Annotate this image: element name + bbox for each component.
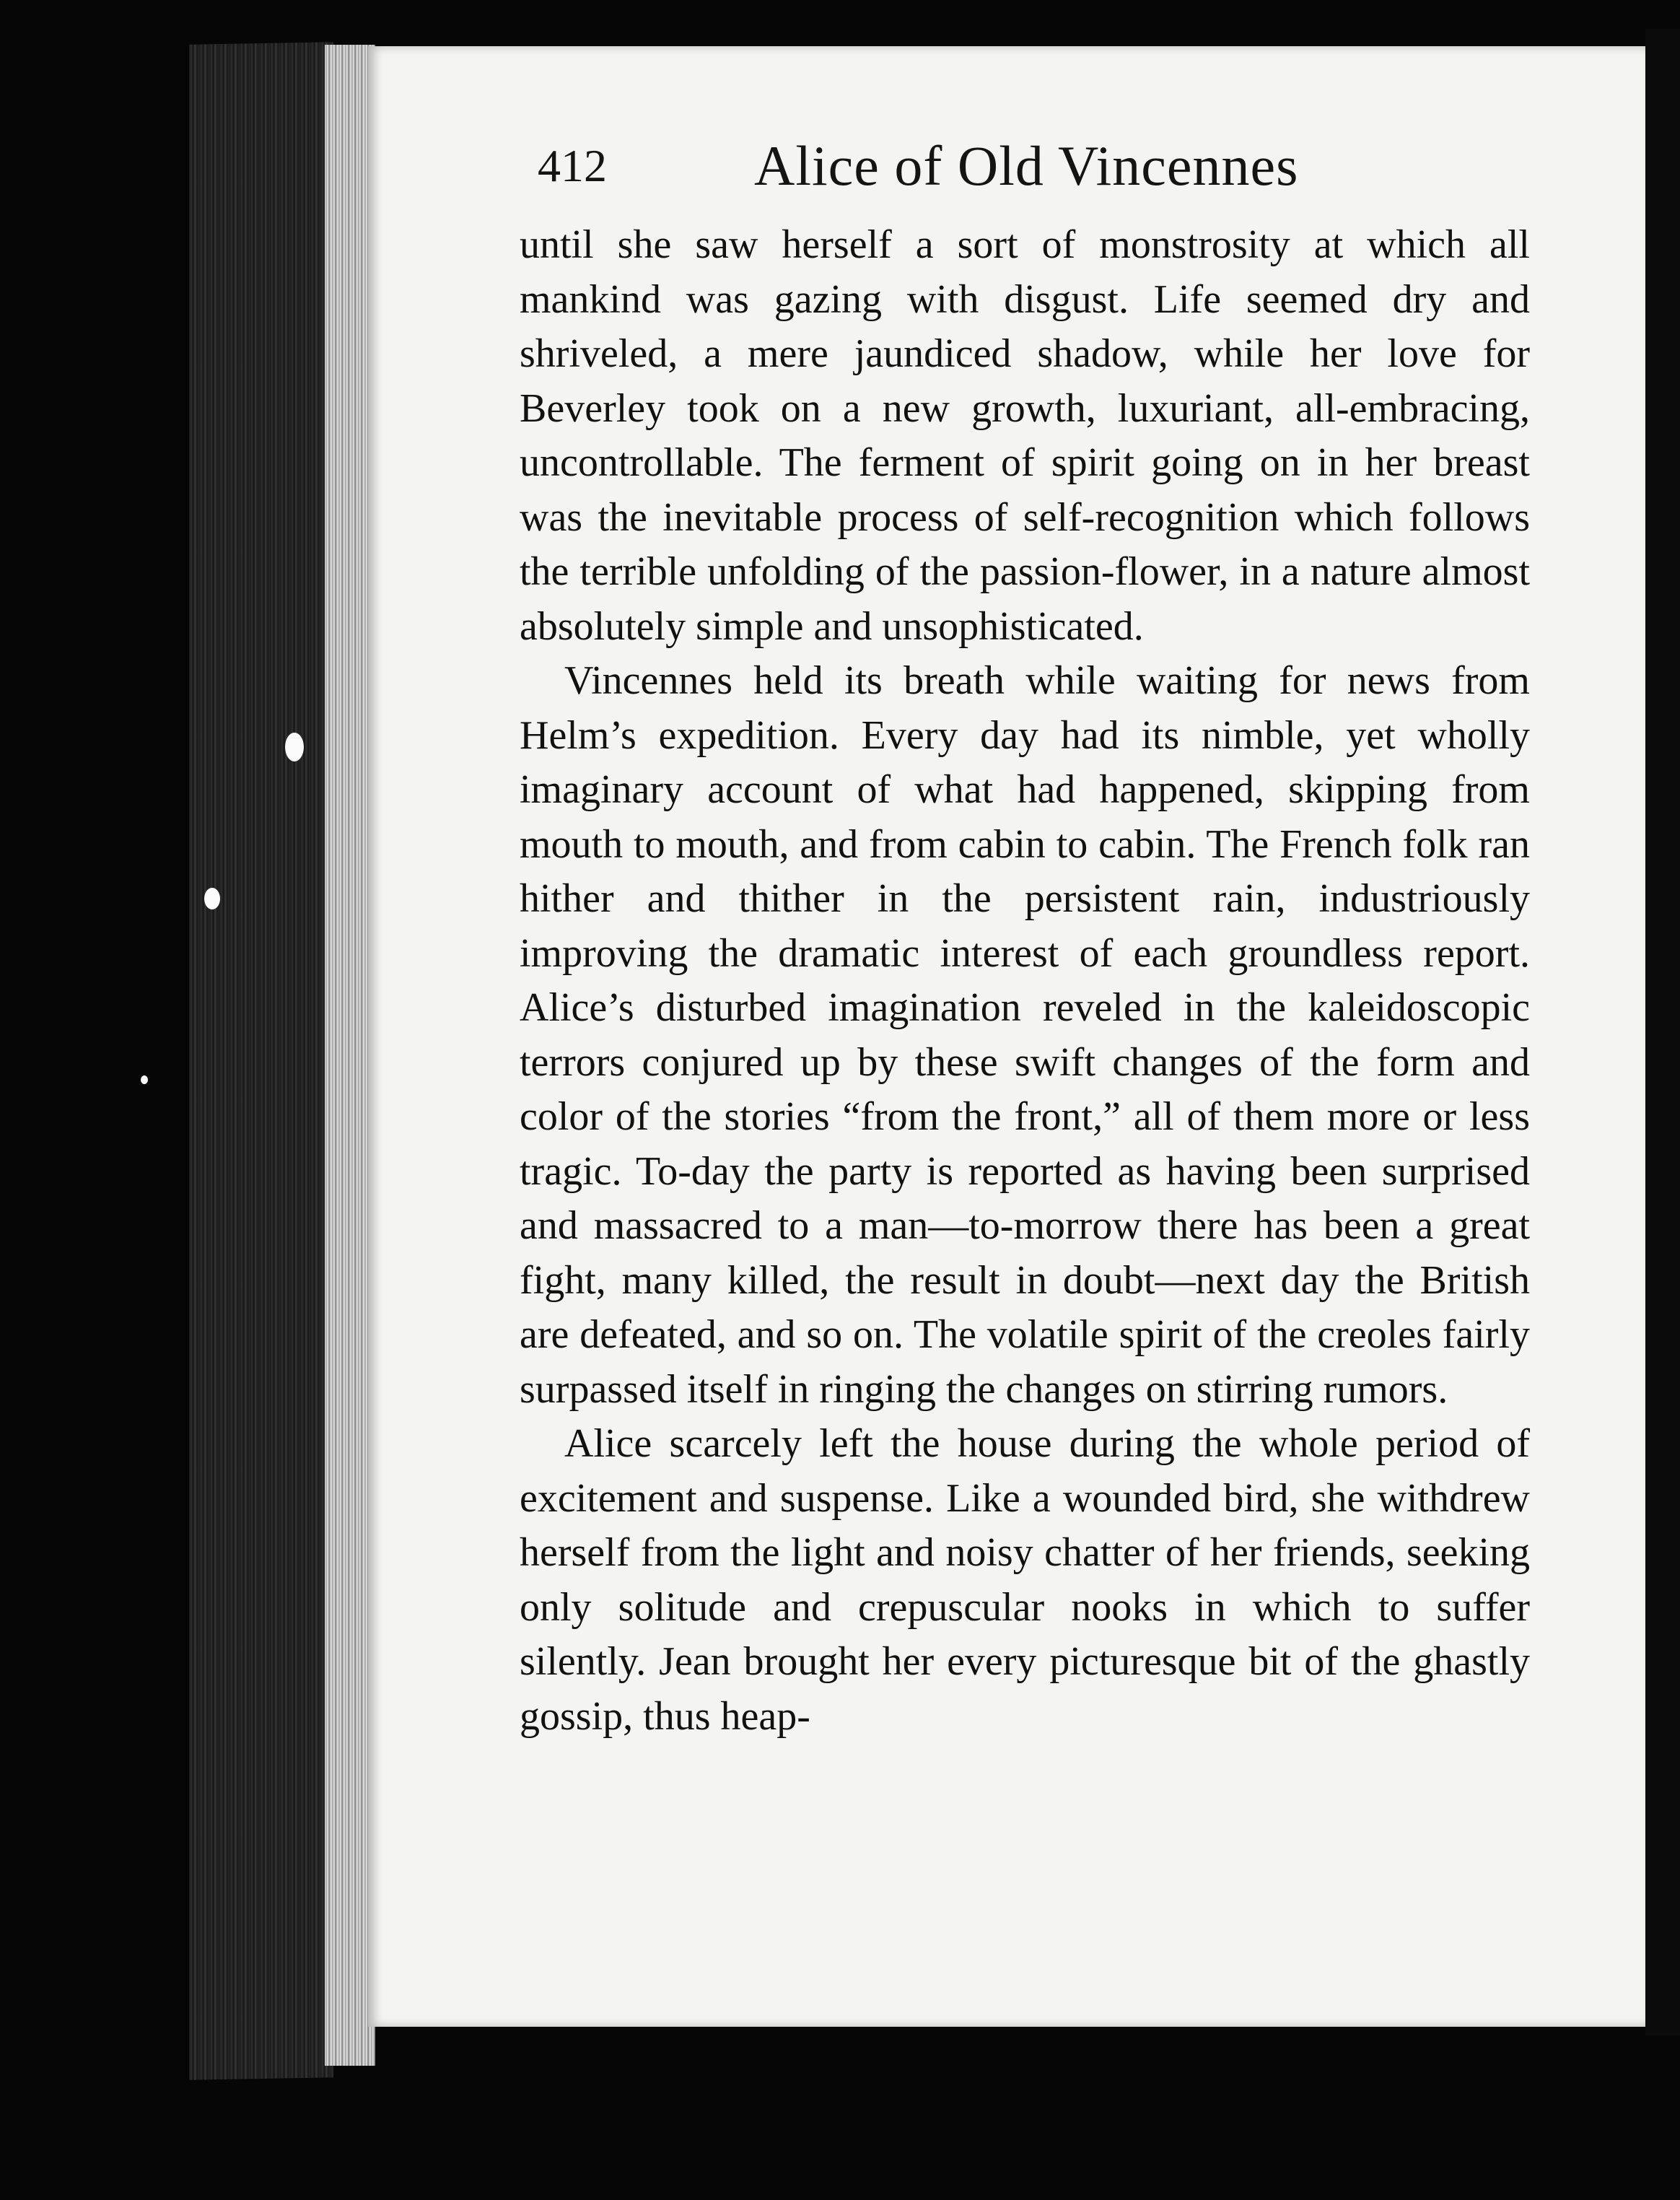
book-title: Alice of Old Vincennes: [754, 134, 1299, 197]
paragraph-3: Alice scarcely left the house during the whole period of excitement and suspense. Like a wounded bird, she withdrew herself from the light and noisy chatter of her friends, seeking only solitude and crepuscular nooks in which to suffer silently. Jean brought her every picturesque bit of the ghastly gossip, thus heap-: [520, 1421, 1530, 1739]
body-text: [520, 218, 1530, 1744]
running-head: [538, 123, 1591, 209]
right-shadow-edge: [1645, 29, 1680, 2035]
page-number: 412: [538, 140, 607, 191]
book-spine-edge: [189, 42, 333, 2079]
scan-speck: [141, 1075, 148, 1084]
paragraph-2: Vincennes held its breath while waiting for news from Helm’s expedition. Every day had its nimble, yet wholly imaginary account of what had happened, skipping from mouth to mouth, and from cabin to cabin. The French folk ran hither and thither in the persistent rain, industriously improving the dramatic interest of each groundless report. Alice’s disturbed imagination reveled in the kaleidoscopic terrors conjured up by these swift changes of the form and color of the stories “from the front,” all of them more or less tragic. To-day the party is reported as having been surprised and massacred to a man—to-morrow there has been a great fight, many killed, the result in doubt—next day the British are defeated, and so on. The volatile spirit of the creoles fairly surpassed itself in ringing the changes on stirring rumors.: [520, 658, 1530, 1412]
scan-speck: [285, 733, 304, 761]
paragraph-1: until she saw herself a sort of monstrosity at which all mankind was gazing with disgust. Life seemed dry and shriveled, a mere jaundiced shadow, while her love for Beverley took on a new growth, luxuriant, all-embracing, uncontrollable. The ferment of spirit going on in her breast was the inevitable process of self-recognition which follows the terrible unfolding of the passion-flower, in a nature almost absolutely simple and unsophisticated.: [520, 222, 1530, 649]
scan-speck: [204, 888, 220, 909]
